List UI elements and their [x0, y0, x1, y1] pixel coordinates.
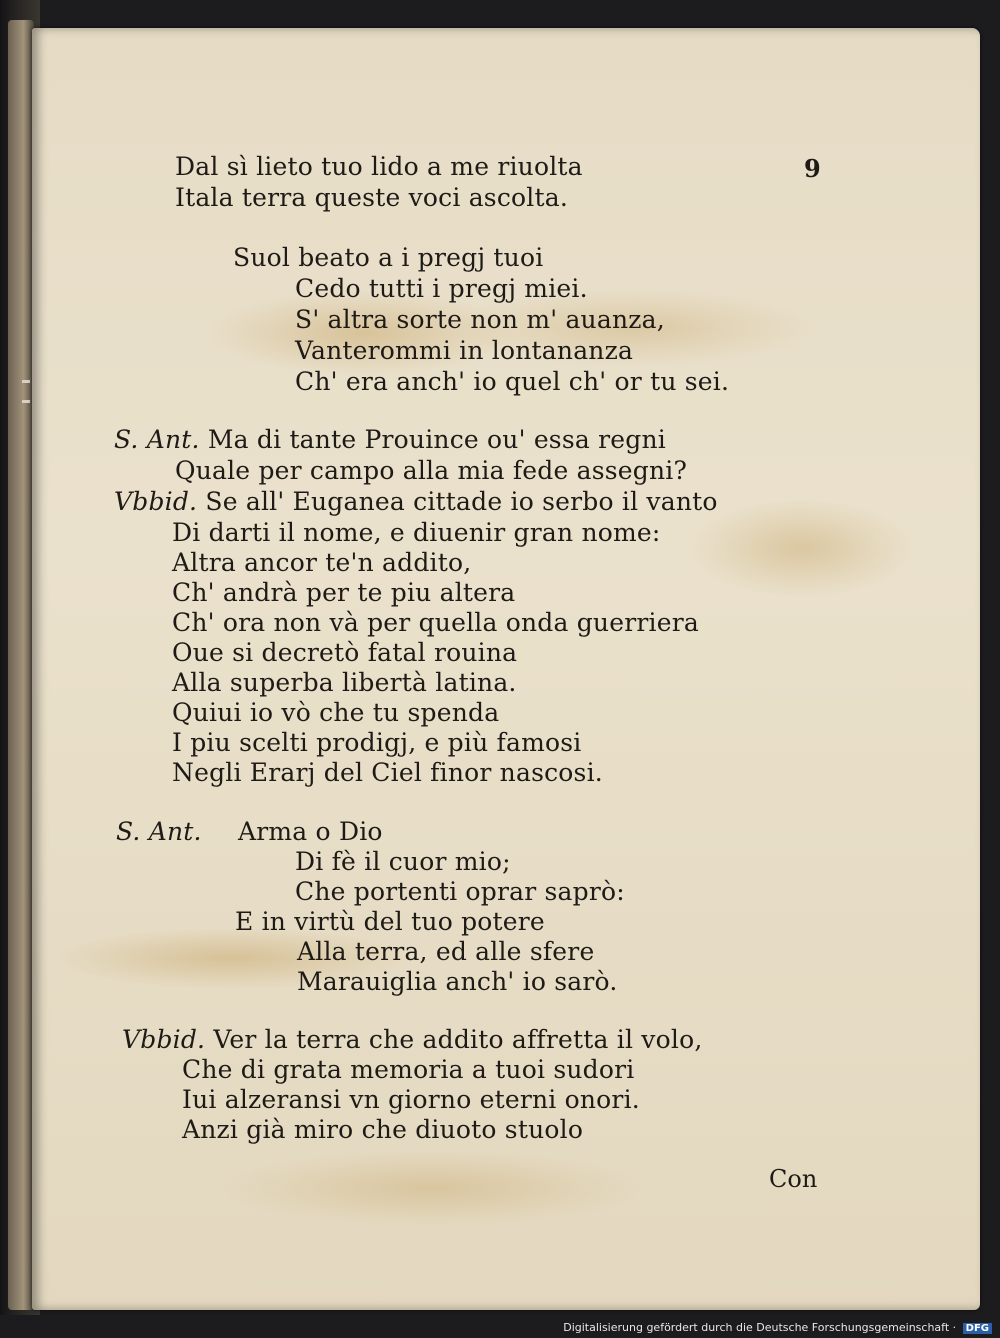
verse-line: I piu scelti prodigj, e più famosi — [172, 728, 582, 757]
verse-line: Alla terra, ed alle sfere — [297, 937, 595, 966]
page-marker — [22, 400, 30, 403]
verse-line: Ch' andrà per te piu altera — [172, 578, 516, 607]
verse-line: Quale per campo alla mia fede assegni? — [175, 456, 688, 485]
verse-line: Di fè il cuor mio; — [295, 847, 511, 876]
verse-line: Che portenti oprar saprò: — [295, 877, 625, 906]
verse-line: Dal sì lieto tuo lido a me riuolta — [175, 152, 583, 181]
speaker-line: Vbbid. Ver la terra che addito affretta il volo, — [122, 1025, 703, 1054]
speaker-label: S. Ant. — [116, 817, 202, 846]
speaker-label: Vbbid. — [122, 1025, 206, 1054]
verse-line: Oue si decretò fatal rouina — [172, 638, 518, 667]
verse-line: Ch' ora non và per quella onda guerriera — [172, 608, 699, 637]
page-marker — [22, 380, 30, 383]
verse-line: Itala terra queste voci ascolta. — [175, 183, 568, 212]
verse-line: Alla superba libertà latina. — [172, 668, 517, 697]
page-number: 9 — [804, 154, 821, 183]
speaker-label: Vbbid. — [114, 487, 198, 516]
verse-line: E in virtù del tuo potere — [235, 907, 545, 936]
verse-line: Che di grata memoria a tuoi sudori — [182, 1055, 635, 1084]
previous-page-edge — [8, 20, 34, 1310]
speaker-label: S. Ant. — [114, 425, 200, 454]
verse-line: Vanterommi in lontananza — [295, 336, 634, 365]
speaker-line: S. Ant. Ma di tante Prouince ou' essa regni — [114, 425, 666, 454]
dfg-logo-icon: DFG — [963, 1323, 992, 1334]
verse-line: S' altra sorte non m' auanza, — [295, 305, 665, 334]
verse-line: Iui alzeransi vn giorno eterni onori. — [182, 1085, 640, 1114]
catchword: Con — [769, 1165, 818, 1193]
verse-line: Suol beato a i pregj tuoi — [233, 243, 544, 272]
speaker-line: Vbbid. Se all' Euganea cittade io serbo il vanto — [114, 487, 718, 516]
verse-line: Altra ancor te'n addito, — [172, 548, 472, 577]
book-page — [32, 28, 980, 1310]
verse-line: Di darti il nome, e diuenir gran nome: — [172, 518, 661, 547]
verse-line: Ch' era anch' io quel ch' or tu sei. — [295, 367, 730, 396]
verse-line: Quiui io vò che tu spenda — [172, 698, 500, 727]
digitization-credit: Digitalisierung gefördert durch die Deutsche Forschungsgemeinschaft · DFG — [563, 1321, 992, 1334]
verse-line: Anzi già miro che diuoto stuolo — [182, 1115, 584, 1144]
verse-line: Arma o Dio — [238, 817, 383, 846]
verse-line: Negli Erarj del Ciel finor nascosi. — [172, 758, 603, 787]
speaker-line — [116, 817, 202, 847]
verse-line: Cedo tutti i pregj miei. — [295, 274, 588, 303]
verse-line: Marauiglia anch' io sarò. — [297, 967, 618, 996]
